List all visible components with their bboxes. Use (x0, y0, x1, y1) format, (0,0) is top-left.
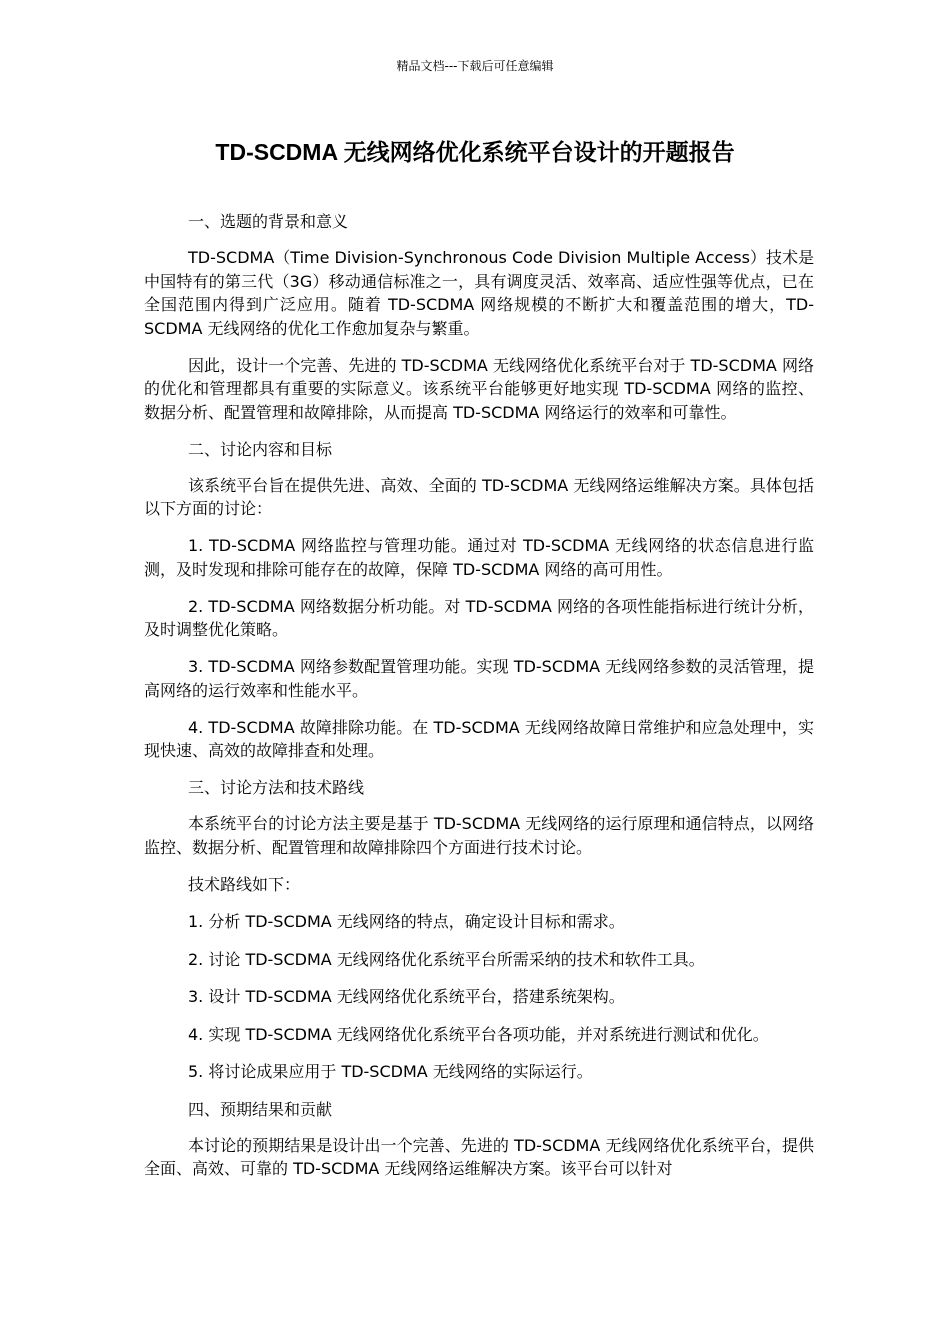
list-item: 4. TD-SCDMA 故障排除功能。在 TD-SCDMA 无线网络故障日常维护和应急处理中，实现快速、高效的故障排查和处理。 (144, 717, 814, 760)
paragraph: 该系统平台旨在提供先进、高效、全面的 TD-SCDMA 无线网络运维解决方案。具体包括以下方面的讨论： (144, 475, 814, 518)
paragraph: 因此，设计一个完善、先进的 TD-SCDMA 无线网络优化系统平台对于 TD-SCDMA 网络的优化和管理都具有重要的实际意义。该系统平台能够更好地实现 TD-SCDMA 网络的监控、数据分析、配置管理和故障排除，从而提高 TD-SCDMA 网络运行的效率和可靠性。 (144, 355, 814, 422)
paragraph: 技术路线如下： (188, 874, 301, 894)
section-heading: 四、预期结果和贡献 (188, 1099, 333, 1119)
paragraph: 本讨论的预期结果是设计出一个完善、先进的 TD-SCDMA 无线网络优化系统平台，提供全面、高效、可靠的 TD-SCDMA 无线网络运维解决方案。该平台可以针对 (144, 1135, 814, 1178)
document-title: TD-SCDMA 无线网络优化系统平台设计的开题报告 (215, 139, 735, 165)
section-heading: 二、讨论内容和目标 (188, 439, 333, 459)
page-header-note: 精品文档---下载后可任意编辑 (396, 59, 554, 73)
list-item: 2. TD-SCDMA 网络数据分析功能。对 TD-SCDMA 网络的各项性能指标进行统计分析，及时调整优化策略。 (144, 596, 814, 639)
list-item: 1. 分析 TD-SCDMA 无线网络的特点，确定设计目标和需求。 (188, 912, 625, 931)
section-heading: 三、讨论方法和技术路线 (188, 778, 365, 797)
list-item: 1. TD-SCDMA 网络监控与管理功能。通过对 TD-SCDMA 无线网络的状态信息进行监测，及时发现和排除可能存在的故障，保障 TD-SCDMA 网络的高可用性。 (144, 536, 814, 579)
document-body (144, 210, 814, 1194)
paragraph: 本系统平台的讨论方法主要是基于 TD-SCDMA 无线网络的运行原理和通信特点，以网络监控、数据分析、配置管理和故障排除四个方面进行技术讨论。 (144, 814, 814, 857)
list-item: 5. 将讨论成果应用于 TD-SCDMA 无线网络的实际运行。 (188, 1062, 593, 1081)
list-item: 4. 实现 TD-SCDMA 无线网络优化系统平台各项功能，并对系统进行测试和优化。 (188, 1024, 769, 1044)
paragraph: TD-SCDMA（Time Division-Synchronous Code Division Multiple Access）技术是中国特有的第三代（3G）移动通信标准之一，具有调度灵活、效率高、适应性强等优点，已在全国范围内得到广泛应用。随着 TD-SCDMA 网络规模的不断扩大和覆盖范围的增大，TD-SCDMA 无线网络的优化工作愈加复杂与繁重。 (144, 248, 814, 338)
list-item: 2. 讨论 TD-SCDMA 无线网络优化系统平台所需采纳的技术和软件工具。 (188, 949, 705, 969)
list-item: 3. TD-SCDMA 网络参数配置管理功能。实现 TD-SCDMA 无线网络参数的灵活管理，提高网络的运行效率和性能水平。 (144, 657, 814, 700)
section-heading: 一、选题的背景和意义 (188, 212, 349, 231)
list-item: 3. 设计 TD-SCDMA 无线网络优化系统平台，搭建系统架构。 (188, 987, 625, 1006)
